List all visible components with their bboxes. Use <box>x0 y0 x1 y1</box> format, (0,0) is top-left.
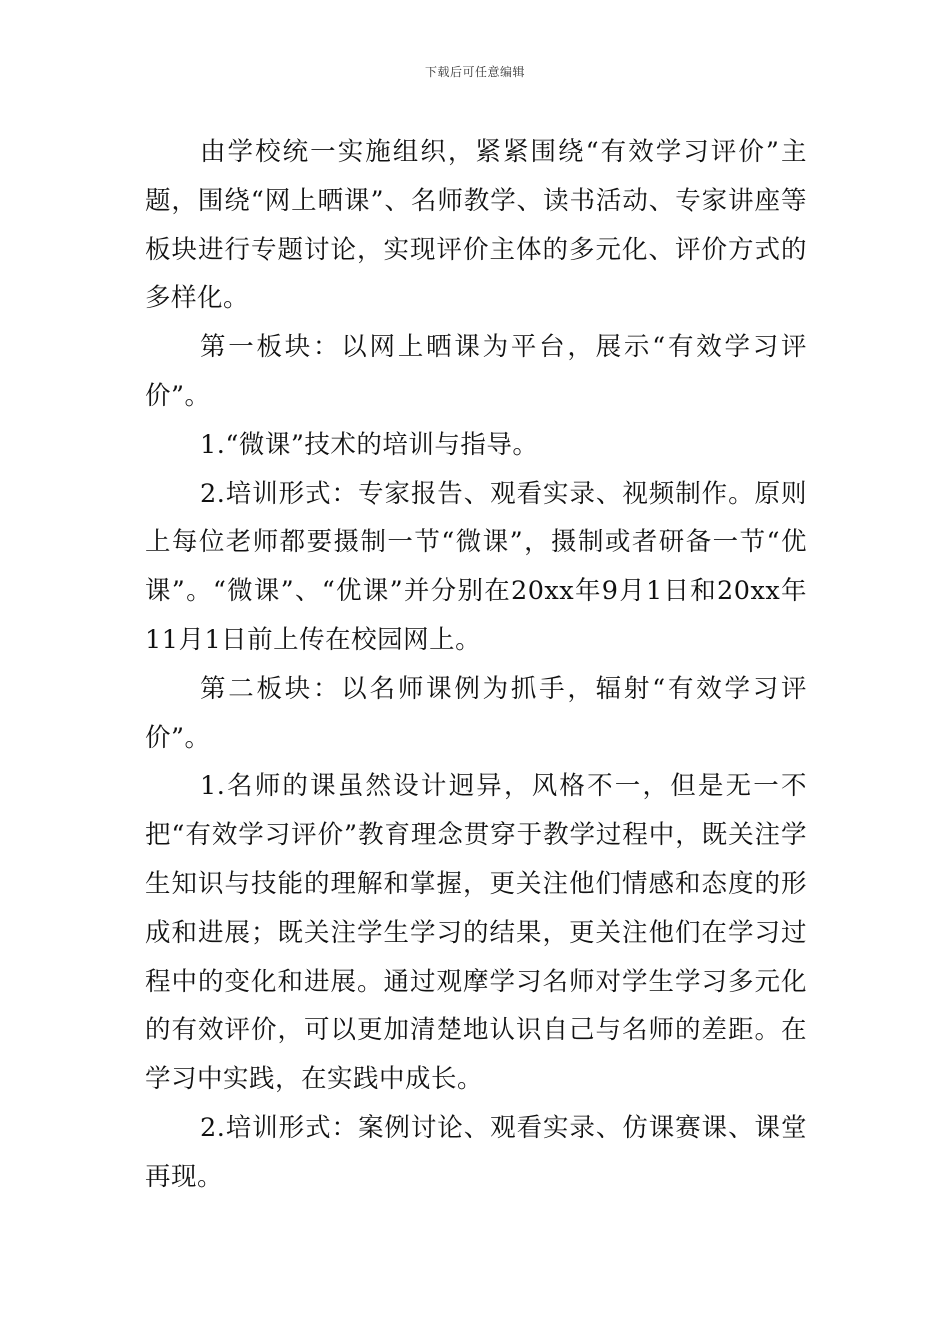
paragraph-intro: 由学校统一实施组织，紧紧围绕“有效学习评价”主题，围绕“网上晒课”、名师教学、读书活动、专家讲座等板块进行专题讨论，实现评价主体的多元化、评价方式的多样化。 <box>145 137 807 314</box>
paragraph-section-2-heading: 第二板块：以名师课例为抓手，辐射“有效学习评价”。 <box>145 673 807 753</box>
paragraph-section-1-item-1: 1.“微课”技术的培训与指导。 <box>200 429 539 460</box>
document-body <box>145 128 807 1202</box>
paragraph-section-2-item-2: 2.培训形式：案例讨论、观看实录、仿课赛课、课堂再现。 <box>145 1112 807 1192</box>
paragraph-section-2-item-1: 1.名师的课虽然设计迥异，风格不一，但是无一不把“有效学习评价”教育理念贯穿于教学过程中，既关注学生知识与技能的理解和掌握，更关注他们情感和态度的形成和进展；既关注学生学习的结果，更关注他们在学习过程中的变化和进展。通过观摩学习名师对学生学习多元化的有效评价，可以更加清楚地认识自己与名师的差距。在学习中实践，在实践中成长。 <box>145 771 807 1095</box>
paragraph-section-1-item-2: 2.培训形式：专家报告、观看实录、视频制作。原则上每位老师都要摄制一节“微课”，摄制或者研备一节“优课”。“微课”、“优课”并分别在20xx年9月1日和20xx年11月1日前上传在校园网上。 <box>145 478 807 655</box>
page-header-note: 下载后可任意编辑 <box>424 65 525 79</box>
paragraph-section-1-heading: 第一板块：以网上晒课为平台，展示“有效学习评价”。 <box>145 332 807 411</box>
